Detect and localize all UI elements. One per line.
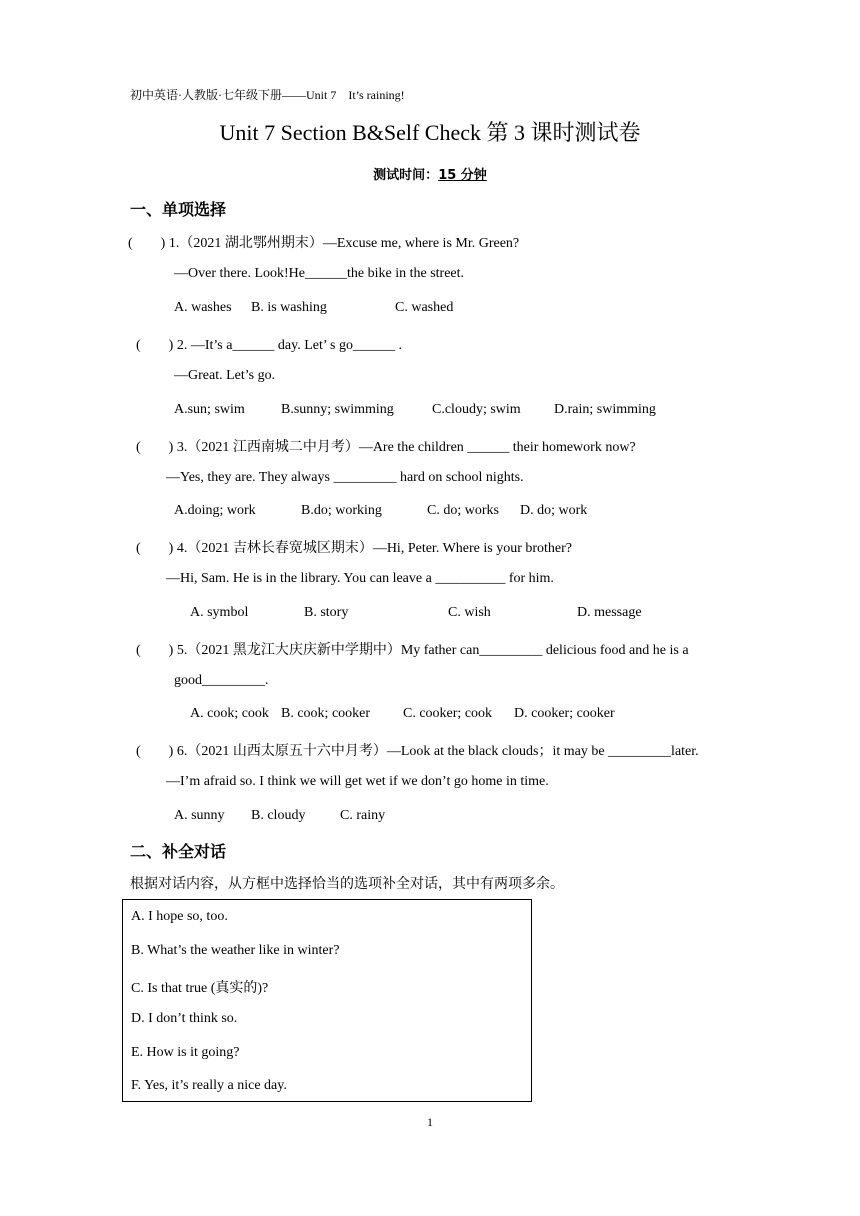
page-title: Unit 7 Section B&Self Check 第 3 课时测试卷 xyxy=(219,120,641,145)
question-3-option-c: C. do; works xyxy=(427,503,499,518)
question-1-option-c: C. washed xyxy=(395,300,454,315)
section-heading-single-choice: 一、单项选择 xyxy=(130,200,227,219)
question-4-line2: —Hi, Sam. He is in the library. You can leave a __________ for him. xyxy=(166,571,554,586)
test-time-label: 测试时间： xyxy=(373,168,439,183)
question-1-stem: ( ) 1.（2021 湖北鄂州期末）—Excuse me, where is Mr. Green? xyxy=(128,236,520,251)
question-2-option-c: C.cloudy; swim xyxy=(432,402,521,417)
question-5-option-a: A. cook; cook xyxy=(190,706,269,721)
question-1-option-b: B. is washing xyxy=(251,300,327,315)
question-5-option-b: B. cook; cooker xyxy=(281,706,371,721)
options-box xyxy=(122,899,532,1102)
box-option-f: F. Yes, it’s really a nice day. xyxy=(131,1078,287,1093)
question-6-option-c: C. rainy xyxy=(340,808,386,823)
question-6-option-b: B. cloudy xyxy=(251,808,306,823)
question-2-option-d: D.rain; swimming xyxy=(554,402,656,417)
box-option-e: E. How is it going? xyxy=(131,1045,240,1060)
question-4-option-a: A. symbol xyxy=(190,605,249,620)
question-2-stem: ( ) 2. —It’s a______ day. Let’ s go______ . xyxy=(136,338,402,353)
question-4-option-b: B. story xyxy=(304,605,349,620)
section-heading-dialogue: 二、补全对话 xyxy=(130,842,227,861)
question-5-stem: ( ) 5.（2021 黑龙江大庆庆新中学期中）My father can_________ delicious food and he is a xyxy=(136,643,689,658)
question-4-option-c: C. wish xyxy=(448,605,491,620)
question-2-option-b: B.sunny; swimming xyxy=(281,402,394,417)
dialogue-instruction: 根据对话内容，从方框中选择恰当的选项补全对话，其中有两项多余。 xyxy=(130,876,564,892)
question-6-stem: ( ) 6.（2021 山西太原五十六中月考）—Look at the black clouds；it may be _________later. xyxy=(136,744,699,759)
question-2-option-a: A.sun; swim xyxy=(174,402,245,417)
question-3-stem: ( ) 3.（2021 江西南城二中月考）—Are the children ______ their homework now? xyxy=(136,440,636,455)
question-3-option-a: A.doing; work xyxy=(174,503,256,518)
box-option-b: B. What’s the weather like in winter? xyxy=(131,943,340,958)
box-option-d: D. I don’t think so. xyxy=(131,1011,238,1026)
page-number: 1 xyxy=(427,1115,433,1129)
question-6-option-a: A. sunny xyxy=(174,808,225,823)
question-4-stem: ( ) 4.（2021 吉林长春宽城区期末）—Hi, Peter. Where is your brother? xyxy=(136,541,573,556)
question-1-line2: —Over there. Look!He______the bike in the street. xyxy=(174,266,465,281)
box-option-c: C. Is that true (真实的)? xyxy=(131,981,269,996)
question-4-option-d: D. message xyxy=(577,605,642,620)
question-5-option-c: C. cooker; cook xyxy=(403,706,493,721)
test-time xyxy=(0,164,860,183)
question-5-option-d: D. cooker; cooker xyxy=(514,706,615,721)
question-3-option-b: B.do; working xyxy=(301,503,382,518)
test-time-value: 15 分钟 xyxy=(438,168,487,183)
running-header: 初中英语·人教版·七年级下册——Unit 7 It’s raining! xyxy=(130,88,405,102)
question-5-line2: good_________. xyxy=(174,673,269,688)
question-6-line2: —I’m afraid so. I think we will get wet if we don’t go home in time. xyxy=(166,774,549,789)
box-option-a: A. I hope so, too. xyxy=(131,909,228,924)
question-2-line2: —Great. Let’s go. xyxy=(174,368,276,383)
question-3-option-d: D. do; work xyxy=(520,503,588,518)
question-1-option-a: A. washes xyxy=(174,300,232,315)
question-3-line2: —Yes, they are. They always _________ hard on school nights. xyxy=(166,470,524,485)
